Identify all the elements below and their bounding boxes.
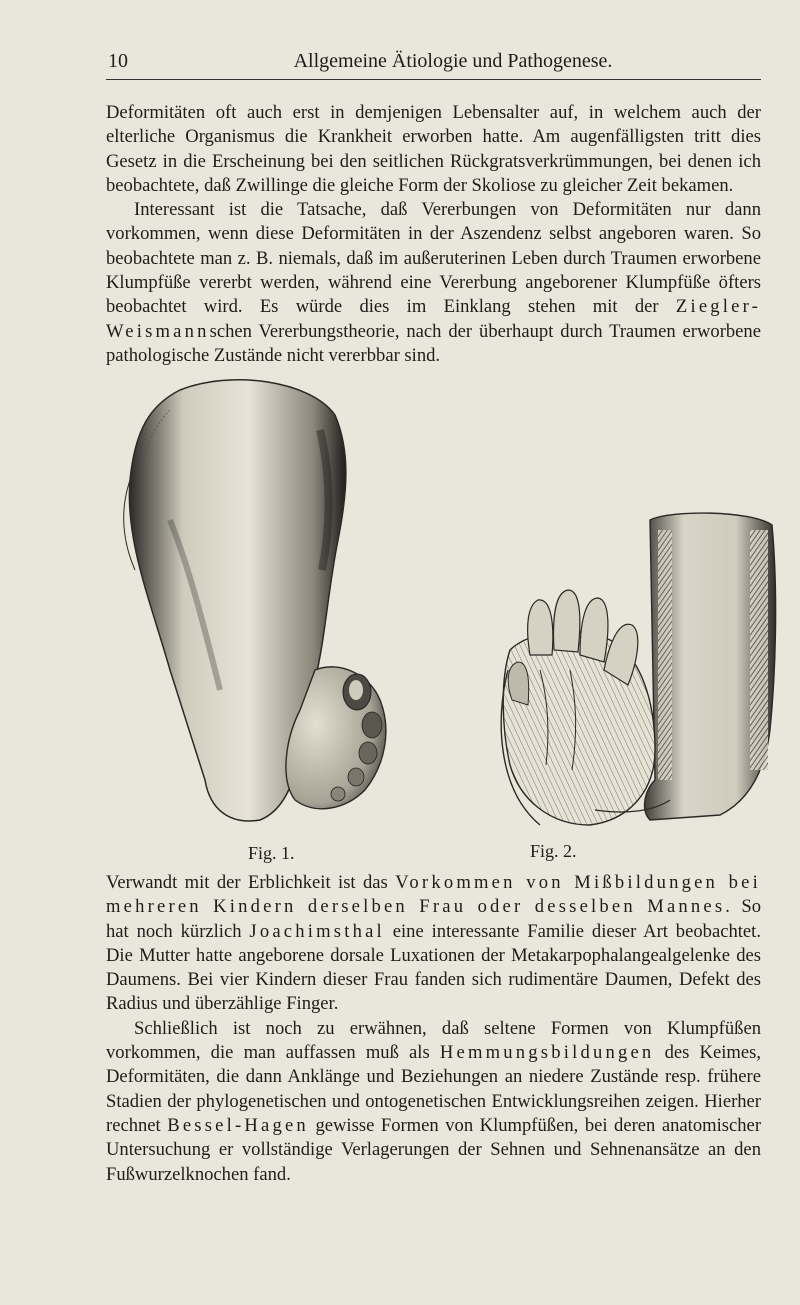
spaced-emphasis: Hemmungsbildungen xyxy=(439,1042,655,1064)
text-run: schen Vererbungstheorie, nach der überhaupt durch Traumen erworbene pathologische Zustände nicht vererbbar sind. xyxy=(106,320,761,366)
spaced-emphasis: Vorkommen von Mißbildungen bei mehreren Kindern derselben Frau oder desselben Mannes. xyxy=(106,872,761,918)
text-run: So hat noch kürzlich xyxy=(106,896,761,942)
figure-2-caption: Fig. 2. xyxy=(530,841,577,861)
spaced-emphasis: Joachimsthal xyxy=(249,920,385,942)
header-rule xyxy=(106,79,761,80)
text-run: Schließlich ist noch zu erwähnen, daß seltene Formen von Klumpfüßen vorkommen, die man auffassen muß als xyxy=(106,1017,761,1064)
paragraph xyxy=(106,871,761,1017)
body-text-top xyxy=(106,101,761,368)
text-run: gewisse Formen von Klumpfüßen, bei deren anatomischer Untersuchung er vollständige Verlagerungen der Sehnen und Sehnenansätze an den Fußwurzelknochen fand. xyxy=(106,1114,762,1185)
figure-illustrations xyxy=(110,370,780,840)
body-text-bottom xyxy=(106,871,761,1187)
spaced-emphasis: Ziegler-Weismann xyxy=(106,296,761,342)
text-run: Verwandt mit der Erblichkeit ist das xyxy=(106,872,396,893)
spaced-emphasis: Bessel-Hagen xyxy=(167,1114,309,1136)
figure-1-caption: Fig. 1. xyxy=(248,843,295,863)
running-header xyxy=(108,50,758,80)
paragraph xyxy=(106,1017,761,1187)
text-run: des Keimes, Deformitäten, die dann Anklänge und Beziehungen an niedere Zustände resp. frühere Stadien der phylogenetischen und ontogenetischen Entwicklungsreihen zeigen. Hierher rechnet xyxy=(106,1042,761,1136)
paragraph xyxy=(106,101,761,198)
paragraph xyxy=(106,198,761,368)
text-run: Deformitäten oft auch erst in demjenigen Lebensalter auf, in welchem auch der elterliche Organismus die Krankheit erworben hatte. Am augenfälligsten tritt dies Gesetz in die Erscheinung bei den seitlichen Rückgratsverkrümmungen, bei denen ich beobachtete, daß Zwillinge die gleiche Form der Skoliose zu gleicher Zeit bekamen. xyxy=(106,102,761,196)
text-run: eine interessante Familie dieser Art beobachtet. Die Mutter hatte angeborene dorsale Luxationen der Metakarpophalangealgelenke des Daumens. Bei vier Kindern dieser Frau fanden sich rudimentäre Daumen, Defekt des Radius und überzählige Finger. xyxy=(106,920,761,1015)
text-run: Interessant ist die Tatsache, daß Vererbungen von Deformitäten nur dann vorkommen, wenn diese Deformitäten in der Aszendenz selbst angeboren waren. So beobachtete man z. B. niemals, daß im außeruterinen Leben durch Traumen erworbene Klumpfüße vererbt werden, während eine Vererbung angeborener Klumpfüße öfters beobachtet wird. Es würde dies im Einklang stehen mit der xyxy=(106,199,761,318)
running-title: Allgemeine Ätiologie und Pathogenese. xyxy=(293,50,613,72)
fig2-drawing xyxy=(501,513,775,825)
fig1-drawing xyxy=(124,380,386,821)
page-number: 10 xyxy=(108,50,128,72)
